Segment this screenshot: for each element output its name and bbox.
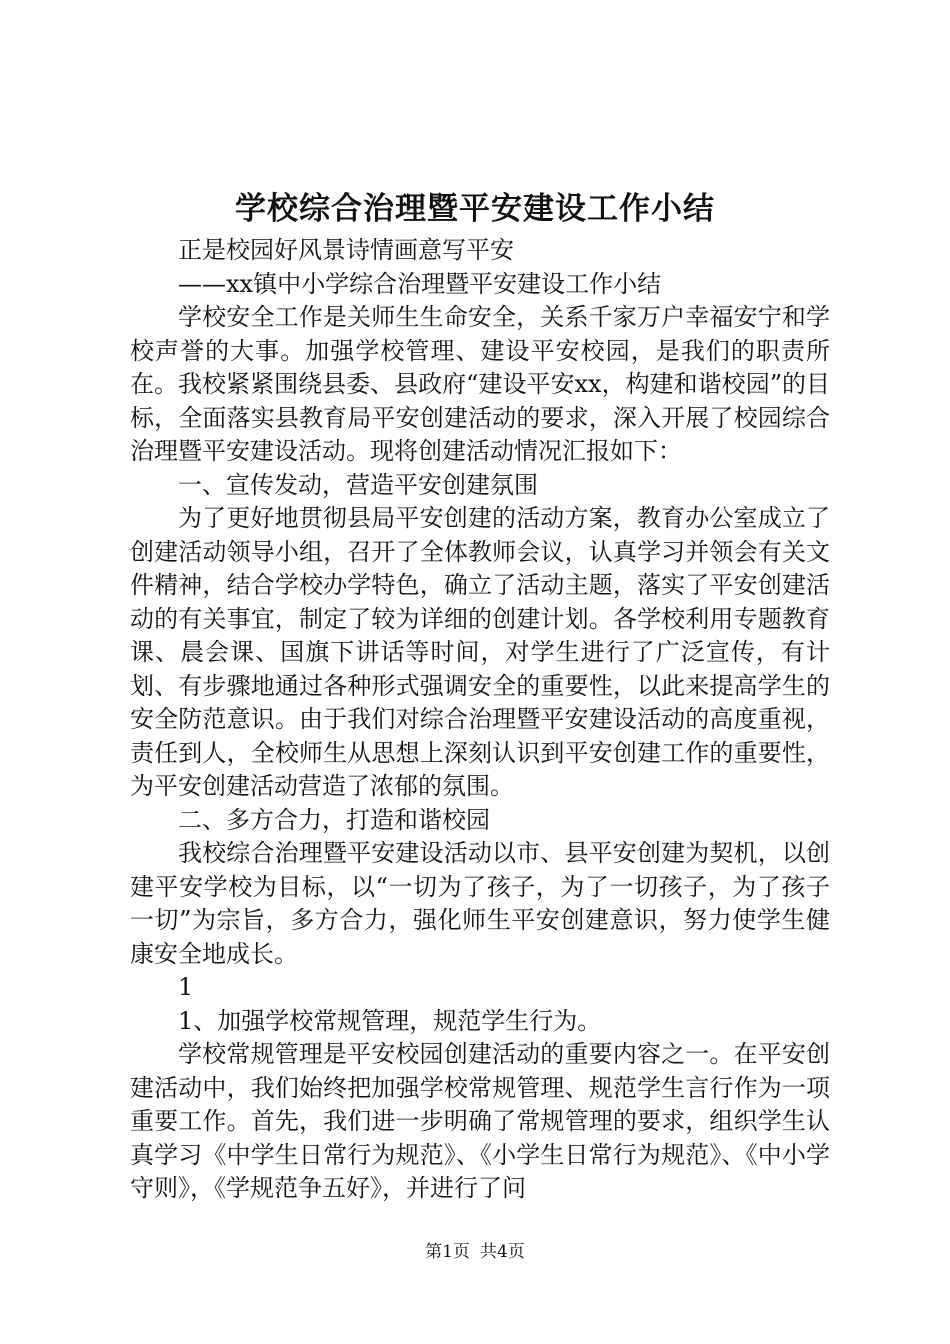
document-body <box>130 234 830 1206</box>
body-paragraph: 学校常规管理是平安校园创建活动的重要内容之一。在平安创建活动中，我们始终把加强学校常规管理、规范学生言行作为一项重要工作。首先，我们进一步明确了常规管理的要求，组织学生认真学习《中学生日常行为规范》、《小学生日常行为规范》、《中小学守则》，《学规范争五好》，并进行了问 <box>130 1040 830 1202</box>
body-paragraph: 学校安全工作是关师生生命安全，关系千家万户幸福安宁和学校声誉的大事。加强学校管理、建设平安校园，是我们的职责所在。我校紧紧围绕县委、县政府“建设平安xx，构建和谐校园”的目标，全面落实县教育局平安创建活动的要求，深入开展了校园综合治理暨平安建设活动。现将创建活动情况汇报如下： <box>130 303 830 465</box>
body-paragraph: 为了更好地贯彻县局平安创建的活动方案，教育办公室成立了创建活动领导小组，召开了全体教师会议，认真学习并领会有关文件精神，结合学校办学特色，确立了活动主题，落实了平安创建活动的有关事宜，制定了较为详细的创建计划。各学校利用专题教育课、晨会课、国旗下讲话等时间，对学生进行了广泛宣传，有计划、有步骤地通过各种形式强调安全的重要性，以此来提高学生的安全防范意识。由于我们对综合治理暨平安建设活动的高度重视，责任到人，全校师生从思想上深刻认识到平安创建工作的重要性，为平安创建活动营造了浓郁的氛围。 <box>130 504 830 800</box>
document-title: 学校综合治理暨平安建设工作小结 <box>235 191 715 227</box>
body-paragraph: 1 <box>178 973 194 1001</box>
subsection-heading: 1、加强学校常规管理，规范学生行为。 <box>178 1006 602 1035</box>
page-number: 第1页 <box>425 1242 470 1262</box>
subtitle-line: 正是校园好风景诗情画意写平安 <box>178 236 514 264</box>
section-heading: 二、多方合力，打造和谐校园 <box>178 805 490 834</box>
page-footer <box>0 1240 950 1264</box>
subtitle-line: ——xx镇中小学综合治理暨平安建设工作小结 <box>178 269 662 298</box>
body-paragraph: 我校综合治理暨平安建设活动以市、县平安创建为契机，以创建平安学校为目标，以“一切为了孩子，为了一切孩子，为了孩子一切”为宗旨，多方合力，强化师生平安创建意识，努力使学生健康安全地成长。 <box>130 839 830 968</box>
section-heading: 一、宣传发动，营造平安创建氛围 <box>178 470 538 499</box>
page-total: 共4页 <box>480 1242 525 1262</box>
